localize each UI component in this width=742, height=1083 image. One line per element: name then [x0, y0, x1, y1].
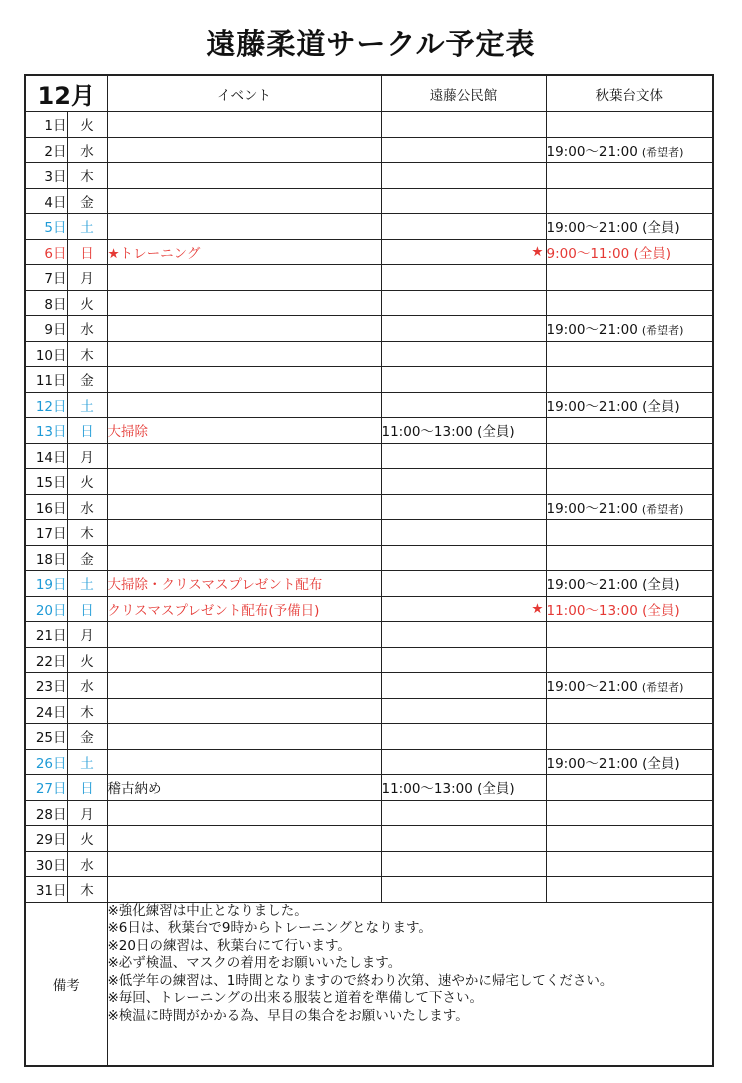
event-cell	[107, 622, 381, 648]
table-row	[25, 520, 713, 546]
akiba-cell	[546, 443, 713, 469]
table-row	[25, 341, 713, 367]
weekday-cell: 火	[67, 112, 107, 138]
table-row	[25, 137, 713, 163]
akiba-time: 19:00〜21:00	[546, 143, 638, 160]
day-cell: 25日	[25, 724, 67, 750]
event-cell	[107, 214, 381, 240]
akiba-note: (希望者)	[641, 502, 684, 516]
day-cell: 2日	[25, 137, 67, 163]
table-row	[25, 443, 713, 469]
event-cell	[107, 494, 381, 520]
akiba-cell	[546, 469, 713, 495]
day-cell: 16日	[25, 494, 67, 520]
akiba-cell	[546, 520, 713, 546]
day-cell: 1日	[25, 112, 67, 138]
weekday-cell: 水	[67, 137, 107, 163]
weekday-cell: 水	[67, 316, 107, 342]
day-cell: 18日	[25, 545, 67, 571]
day-cell: 20日	[25, 596, 67, 622]
table-row	[25, 494, 713, 520]
weekday-cell: 土	[67, 214, 107, 240]
weekday-cell: 木	[67, 698, 107, 724]
event-cell	[107, 290, 381, 316]
day-cell: 7日	[25, 265, 67, 291]
weekday-cell: 月	[67, 265, 107, 291]
month-header: 12月	[25, 75, 107, 112]
remarks-row	[25, 902, 713, 1066]
day-cell: 26日	[25, 749, 67, 775]
table-row	[25, 290, 713, 316]
akiba-cell	[546, 392, 713, 418]
weekday-cell: 金	[67, 367, 107, 393]
table-row	[25, 775, 713, 801]
event-cell	[107, 800, 381, 826]
table-row	[25, 316, 713, 342]
event-cell	[107, 647, 381, 673]
akiba-time: 19:00〜21:00	[546, 679, 638, 696]
day-cell: 13日	[25, 418, 67, 444]
event-cell: 大掃除	[107, 418, 381, 444]
event-cell	[107, 877, 381, 903]
table-row	[25, 367, 713, 393]
akiba-cell	[546, 877, 713, 903]
page-title: 遠藤柔道サークル予定表	[206, 27, 536, 61]
day-cell: 23日	[25, 673, 67, 699]
endo-cell	[381, 316, 546, 342]
event-cell	[107, 673, 381, 699]
remark-line: ※20日の練習は、秋葉台にて行います。	[107, 937, 351, 954]
day-cell: 15日	[25, 469, 67, 495]
akiba-cell	[546, 622, 713, 648]
endo-cell	[381, 112, 546, 138]
weekday-cell: 土	[67, 571, 107, 597]
table-row	[25, 469, 713, 495]
endo-cell	[381, 826, 546, 852]
endo-cell	[381, 188, 546, 214]
weekday-cell: 金	[67, 724, 107, 750]
endo-cell	[381, 163, 546, 189]
day-cell: 5日	[25, 214, 67, 240]
akiba-cell	[546, 596, 713, 622]
weekday-cell: 火	[67, 290, 107, 316]
day-cell: 31日	[25, 877, 67, 903]
akiba-cell	[546, 851, 713, 877]
weekday-cell: 日	[67, 239, 107, 265]
endo-cell	[381, 596, 546, 622]
akiba-cell	[546, 800, 713, 826]
event-cell	[107, 851, 381, 877]
day-cell: 29日	[25, 826, 67, 852]
remark-line: ※6日は、秋葉台で9時からトレーニングとなります。	[107, 920, 432, 937]
schedule-table	[24, 74, 714, 1067]
day-cell: 9日	[25, 316, 67, 342]
day-cell: 21日	[25, 622, 67, 648]
remarks-label: 備考	[25, 902, 107, 1066]
weekday-cell: 日	[67, 418, 107, 444]
endo-cell	[381, 775, 546, 801]
weekday-cell: 木	[67, 520, 107, 546]
akiba-time: 19:00〜21:00	[546, 500, 638, 517]
table-row	[25, 239, 713, 265]
weekday-cell: 火	[67, 826, 107, 852]
table-row	[25, 647, 713, 673]
weekday-cell: 水	[67, 851, 107, 877]
event-cell	[107, 698, 381, 724]
weekday-cell: 火	[67, 469, 107, 495]
table-row	[25, 673, 713, 699]
akiba-cell	[546, 647, 713, 673]
star-icon: ★	[531, 600, 544, 617]
endo-time: 11:00〜13:00 (全員)	[381, 781, 515, 798]
table-row	[25, 214, 713, 240]
remark-line: ※強化練習は中止となりました。	[107, 902, 308, 919]
day-cell: 28日	[25, 800, 67, 826]
event-cell	[107, 749, 381, 775]
endo-cell	[381, 520, 546, 546]
weekday-cell: 日	[67, 775, 107, 801]
table-row	[25, 392, 713, 418]
endo-cell	[381, 698, 546, 724]
akiba-cell	[546, 137, 713, 163]
table-row	[25, 800, 713, 826]
weekday-cell: 月	[67, 443, 107, 469]
akiba-time: 11:00〜13:00 (全員)	[546, 602, 680, 619]
table-row	[25, 622, 713, 648]
event-cell	[107, 341, 381, 367]
akiba-cell	[546, 673, 713, 699]
akiba-time: 9:00〜11:00 (全員)	[546, 245, 672, 262]
day-cell: 6日	[25, 239, 67, 265]
akiba-cell	[546, 112, 713, 138]
event-cell	[107, 826, 381, 852]
akiba-cell	[546, 163, 713, 189]
akiba-cell	[546, 571, 713, 597]
table-row	[25, 545, 713, 571]
akiba-note: (希望者)	[641, 324, 684, 338]
weekday-cell: 土	[67, 749, 107, 775]
akiba-cell	[546, 698, 713, 724]
table-row	[25, 749, 713, 775]
endo-cell	[381, 571, 546, 597]
akiba-cell	[546, 239, 713, 265]
day-cell: 17日	[25, 520, 67, 546]
weekday-cell: 日	[67, 596, 107, 622]
star-icon: ★	[531, 243, 544, 260]
table-row	[25, 877, 713, 903]
endo-cell	[381, 800, 546, 826]
venue1-header: 遠藤公民館	[381, 75, 546, 112]
endo-cell	[381, 673, 546, 699]
event-cell	[107, 443, 381, 469]
day-cell: 11日	[25, 367, 67, 393]
endo-cell	[381, 851, 546, 877]
event-cell	[107, 520, 381, 546]
table-row	[25, 826, 713, 852]
akiba-cell	[546, 316, 713, 342]
akiba-note: (希望者)	[641, 145, 684, 159]
remark-line: ※毎回、トレーニングの出来る服装と道着を準備して下さい。	[107, 990, 484, 1007]
endo-cell	[381, 647, 546, 673]
event-cell: クリスマスプレゼント配布(予備日)	[107, 596, 381, 622]
day-cell: 27日	[25, 775, 67, 801]
table-row	[25, 596, 713, 622]
akiba-cell	[546, 826, 713, 852]
table-row	[25, 698, 713, 724]
weekday-cell: 金	[67, 188, 107, 214]
table-row	[25, 724, 713, 750]
event-cell: 大掃除・クリスマスプレゼント配布	[107, 571, 381, 597]
endo-cell	[381, 622, 546, 648]
event-cell	[107, 724, 381, 750]
endo-cell	[381, 877, 546, 903]
table-row	[25, 851, 713, 877]
akiba-time: 19:00〜21:00 (全員)	[546, 398, 680, 415]
akiba-time: 19:00〜21:00 (全員)	[546, 577, 680, 594]
endo-cell	[381, 545, 546, 571]
akiba-time: 19:00〜21:00	[546, 322, 638, 339]
event-cell	[107, 392, 381, 418]
endo-time: 11:00〜13:00 (全員)	[381, 424, 515, 441]
day-cell: 10日	[25, 341, 67, 367]
event-cell	[107, 265, 381, 291]
day-cell: 22日	[25, 647, 67, 673]
endo-cell	[381, 214, 546, 240]
day-cell: 24日	[25, 698, 67, 724]
table-row	[25, 418, 713, 444]
weekday-cell: 月	[67, 800, 107, 826]
weekday-cell: 木	[67, 163, 107, 189]
akiba-cell	[546, 545, 713, 571]
day-cell: 4日	[25, 188, 67, 214]
remark-line: ※低学年の練習は、1時間となりますので終わり次第、速やかに帰宅してください。	[107, 972, 614, 989]
event-cell	[107, 163, 381, 189]
day-cell: 3日	[25, 163, 67, 189]
remarks-text	[107, 902, 713, 1066]
akiba-cell	[546, 290, 713, 316]
event-cell: 稽古納め	[107, 775, 381, 801]
remark-line: ※検温に時間がかかる為、早目の集合をお願いいたします。	[107, 1008, 469, 1025]
event-cell	[107, 367, 381, 393]
event-cell	[107, 469, 381, 495]
endo-cell	[381, 137, 546, 163]
weekday-cell: 水	[67, 494, 107, 520]
table-row	[25, 265, 713, 291]
weekday-cell: 火	[67, 647, 107, 673]
akiba-cell	[546, 494, 713, 520]
akiba-note: (希望者)	[641, 681, 684, 695]
endo-cell	[381, 469, 546, 495]
weekday-cell: 金	[67, 545, 107, 571]
akiba-cell	[546, 775, 713, 801]
weekday-cell: 木	[67, 877, 107, 903]
endo-cell	[381, 341, 546, 367]
endo-cell	[381, 749, 546, 775]
endo-cell	[381, 290, 546, 316]
remark-line: ※必ず検温、マスクの着用をお願いいたします。	[107, 955, 402, 972]
endo-cell	[381, 494, 546, 520]
akiba-cell	[546, 724, 713, 750]
table-row	[25, 163, 713, 189]
header-row	[25, 75, 713, 112]
endo-cell	[381, 265, 546, 291]
akiba-time: 19:00〜21:00 (全員)	[546, 755, 680, 772]
endo-cell	[381, 443, 546, 469]
event-cell	[107, 188, 381, 214]
akiba-time: 19:00〜21:00 (全員)	[546, 220, 680, 237]
weekday-cell: 月	[67, 622, 107, 648]
weekday-cell: 土	[67, 392, 107, 418]
event-cell	[107, 316, 381, 342]
weekday-cell: 木	[67, 341, 107, 367]
akiba-cell	[546, 214, 713, 240]
day-cell: 12日	[25, 392, 67, 418]
weekday-cell: 水	[67, 673, 107, 699]
endo-cell	[381, 367, 546, 393]
day-cell: 19日	[25, 571, 67, 597]
event-cell	[107, 137, 381, 163]
akiba-cell	[546, 418, 713, 444]
akiba-cell	[546, 265, 713, 291]
akiba-cell	[546, 188, 713, 214]
table-row	[25, 112, 713, 138]
day-cell: 14日	[25, 443, 67, 469]
endo-cell	[381, 418, 546, 444]
akiba-cell	[546, 367, 713, 393]
table-row	[25, 188, 713, 214]
endo-cell	[381, 392, 546, 418]
endo-cell	[381, 724, 546, 750]
venue2-header: 秋葉台文体	[546, 75, 713, 112]
akiba-cell	[546, 341, 713, 367]
day-cell: 8日	[25, 290, 67, 316]
table-row	[25, 571, 713, 597]
endo-cell	[381, 239, 546, 265]
event-header: イベント	[107, 75, 381, 112]
day-cell: 30日	[25, 851, 67, 877]
event-cell: ★トレーニング	[107, 239, 381, 265]
akiba-cell	[546, 749, 713, 775]
event-cell	[107, 545, 381, 571]
event-cell	[107, 112, 381, 138]
